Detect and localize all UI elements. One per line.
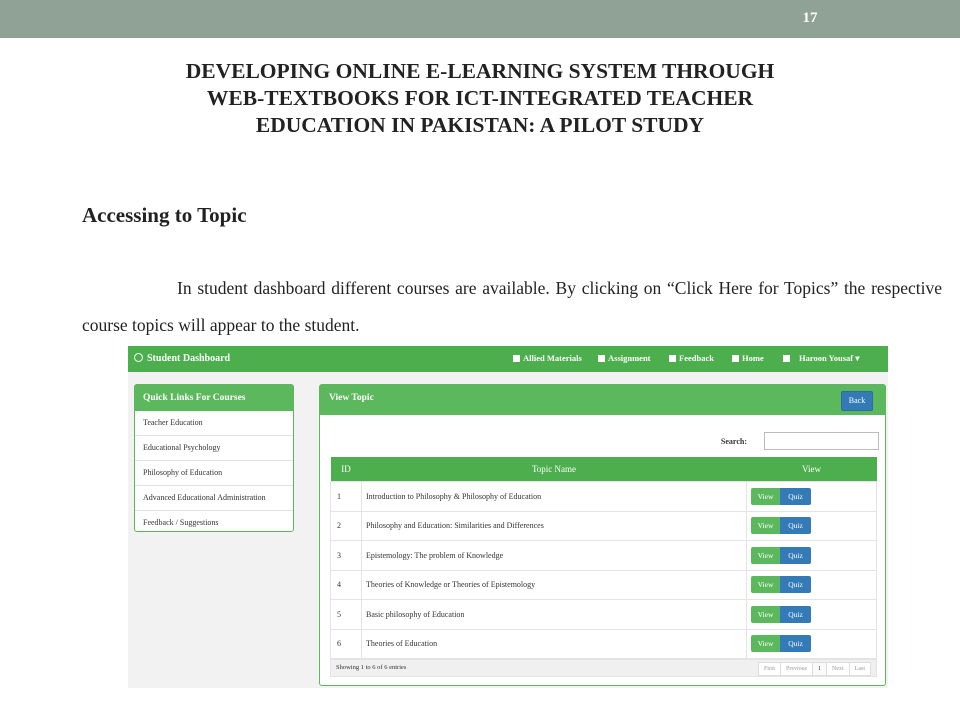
table-row (331, 511, 877, 541)
pagination (759, 662, 871, 676)
assignment-icon (598, 355, 605, 362)
table-row (331, 482, 877, 512)
table-row (331, 570, 877, 600)
home-icon (732, 355, 739, 362)
page-next[interactable]: Next (826, 662, 850, 676)
table-header-row (331, 457, 877, 482)
comment-icon (669, 355, 676, 362)
dashboard-icon (134, 353, 143, 362)
topic-id: 2 (331, 511, 362, 541)
section-heading: Accessing to Topic (82, 203, 247, 227)
topic-name: Philosophy and Education: Similarities and Differences (362, 511, 747, 541)
quiz-button[interactable]: Quiz (780, 517, 811, 534)
table-footer (330, 659, 877, 677)
entries-info: Showing 1 to 6 of 6 entries (336, 664, 407, 671)
search-label: Search: (720, 437, 747, 446)
course-link-advanced-administration[interactable]: Advanced Educational Administration (135, 486, 293, 511)
slide-title (120, 58, 840, 139)
nav-allied-materials[interactable] (513, 353, 582, 363)
title-line-2: WEB-TEXTBOOKS FOR ICT-INTEGRATED TEACHER (206, 86, 754, 110)
topic-actions (747, 629, 877, 659)
nav-feedback-label: Feedback (679, 353, 714, 363)
table-row (331, 629, 877, 659)
topics-table (330, 457, 877, 659)
view-button[interactable]: View (751, 635, 780, 652)
quiz-button[interactable]: Quiz (780, 488, 811, 505)
topic-name: Theories of Education (362, 629, 747, 659)
view-topic-title: View Topic (329, 393, 374, 403)
topic-actions (747, 482, 877, 512)
topic-actions (747, 570, 877, 600)
view-button[interactable]: View (751, 488, 780, 505)
nav-assignment-label: Assignment (608, 353, 651, 363)
title-line-1: DEVELOPING ONLINE E-LEARNING SYSTEM THROUGH (185, 59, 775, 83)
topic-name: Epistemology: The problem of Knowledge (362, 541, 747, 571)
quiz-button[interactable]: Quiz (780, 547, 811, 564)
nav-feedback[interactable] (669, 353, 714, 363)
slide-top-bar (0, 0, 960, 38)
topic-name: Theories of Knowledge or Theories of Epistemology (362, 570, 747, 600)
page-first[interactable]: First (758, 662, 781, 676)
view-button[interactable]: View (751, 606, 780, 623)
view-topic-header (320, 385, 885, 415)
page-number: 17 (802, 10, 818, 26)
nav-user-menu[interactable] (783, 353, 859, 364)
quick-links-panel (134, 384, 294, 532)
quiz-button[interactable]: Quiz (780, 635, 811, 652)
dashboard-screenshot (128, 346, 888, 688)
title-line-3: EDUCATION IN PAKISTAN: A PILOT STUDY (255, 113, 705, 137)
page-last[interactable]: Last (849, 662, 871, 676)
nav-user-label: Haroon Yousaf ▾ (799, 353, 860, 363)
file-icon (513, 355, 520, 362)
topic-id: 4 (331, 570, 362, 600)
course-link-educational-psychology[interactable]: Educational Psychology (135, 436, 293, 461)
view-topic-panel (319, 384, 886, 686)
column-header-id[interactable]: ID (331, 457, 362, 482)
topic-id: 6 (331, 629, 362, 659)
view-button[interactable]: View (751, 517, 780, 534)
user-icon (783, 355, 790, 362)
quick-links-title: Quick Links For Courses (135, 385, 293, 411)
search-input[interactable] (764, 432, 879, 450)
link-feedback-suggestions[interactable]: Feedback / Suggestions (143, 518, 219, 527)
topic-id: 5 (331, 600, 362, 630)
table-row (331, 600, 877, 630)
page-1[interactable]: 1 (812, 662, 827, 676)
table-row (331, 541, 877, 571)
topic-actions (747, 511, 877, 541)
course-link-teacher-education[interactable]: Teacher Education (135, 411, 293, 436)
nav-allied-label: Allied Materials (523, 353, 582, 363)
nav-home[interactable] (732, 353, 764, 363)
brand[interactable] (134, 353, 230, 364)
view-button[interactable]: View (751, 576, 780, 593)
column-header-view[interactable]: View (747, 457, 877, 482)
nav-home-label: Home (742, 353, 764, 363)
topic-actions (747, 600, 877, 630)
nav-assignment[interactable] (598, 353, 651, 363)
brand-label: Student Dashboard (147, 353, 231, 364)
topic-actions (747, 541, 877, 571)
course-link-philosophy-of-education[interactable]: Philosophy of Education (135, 461, 293, 486)
view-button[interactable]: View (751, 547, 780, 564)
quiz-button[interactable]: Quiz (780, 606, 811, 623)
top-navbar (128, 346, 888, 372)
body-paragraph: In student dashboard different courses are available. By clicking on “Click Here for Topics” the respective course topics will appear to the student. (82, 278, 942, 335)
topic-id: 1 (331, 482, 362, 512)
topic-id: 3 (331, 541, 362, 571)
column-header-topic-name[interactable]: Topic Name (362, 457, 747, 482)
topic-name: Introduction to Philosophy & Philosophy of Education (362, 482, 747, 512)
back-button[interactable]: Back (841, 391, 873, 411)
quiz-button[interactable]: Quiz (780, 576, 811, 593)
page-previous[interactable]: Previous (780, 662, 813, 676)
topic-name: Basic philosophy of Education (362, 600, 747, 630)
